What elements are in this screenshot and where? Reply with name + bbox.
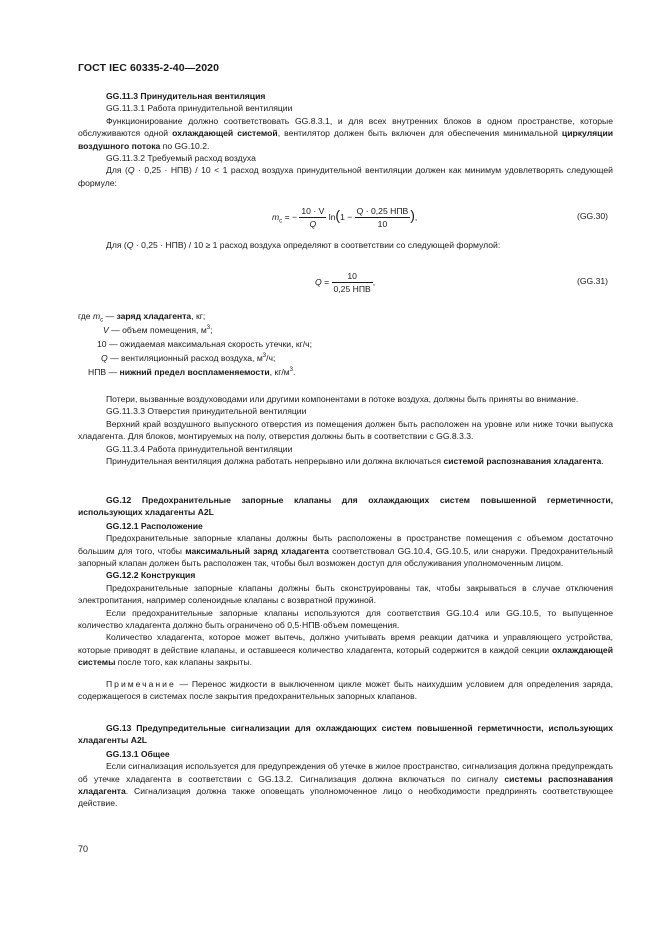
paragraph: Потери, вызванные воздуховодами или другими компонентами в потоке воздуха, должны быть приняты во внимание. bbox=[106, 394, 579, 404]
paragraph: Предохранительные запорные клапаны должны быть сконструированы так, чтобы закрываться в случае отключения электропитания, например соленоидные клапаны с возвратной пружиной. bbox=[78, 582, 613, 606]
equation-number: (GG.31) bbox=[577, 276, 609, 286]
section-gg-11-3 bbox=[78, 90, 613, 189]
subsection-heading: GG.11.3.3 Отверстия принудительной вентиляции bbox=[106, 406, 307, 417]
paragraph-block bbox=[78, 239, 613, 251]
fraction: $\frac{10}{\text{0,25 НПВ}}$ bbox=[333, 271, 371, 294]
paragraph: Предохранительные запорные клапаны должны быть расположены в пространстве помещения с объемом достаточно большим для того, чтобы максимальный заряд хладагента соответствовал GG.10.4, GG.10.5, или снаружи. Предохранительный запорный клапан должен быть расположен так, чтобы был возможен доступ для обслуживания уполномоченным лицом. bbox=[78, 533, 613, 569]
section-heading: GG.13 Предупредительные сигнализации для охлаждающих систем повышенной герметичности, использующих хладагенты A2L bbox=[78, 723, 613, 746]
formula-gg-31: Q = $\frac{10}{\text{0,25 НПВ}}$ , bbox=[315, 271, 376, 294]
paragraph: Для (Q · 0,25 · НПВ) / 10 ≥ 1 расход воздуха определяют в соответствии со следующей формулой: bbox=[106, 240, 501, 250]
paragraph: Верхний край воздушного выпускного отверстия из помещения должен быть расположен на уровне или ниже точки выпуска хладагента. Для блоков, монтируемых на полу, отверстия должны быть в соответствии с GG.8.3.3. bbox=[78, 418, 613, 442]
note-label: Примечание bbox=[106, 678, 176, 689]
fraction: $\frac{10 \cdot V}{Q}$ bbox=[301, 206, 325, 229]
legend-row: НПВ — нижний предел воспламеняемости, $кг/м^3$. bbox=[88, 367, 296, 377]
legend-row: Q — вентиляционный расход воздуха, $м^3/ч$; bbox=[101, 353, 276, 363]
legend-row: где $m_c$ — заряд хладагента, кг; bbox=[78, 311, 206, 324]
page-number: 70 bbox=[78, 844, 89, 854]
subsection-heading: GG.11.3.2 Требуемый расход воздуха bbox=[106, 153, 256, 164]
legend-row: 10 — ожидаемая максимальная скорость утечки, кг/ч; bbox=[97, 339, 313, 349]
formula-gg-30: $m_c$ = − $\frac{10 \cdot V}{Q}$ ln(1 − $\frac{\text{Q · 0,25 НПВ}}{10}$ ), bbox=[272, 206, 418, 229]
subsection-heading: GG.11.3.1 Работа принудительной вентиляции bbox=[106, 103, 293, 114]
section-heading: GG.12 Предохранительные запорные клапаны для охлаждающих систем повышенной герметичности, использующих хладагенты A2L bbox=[78, 495, 613, 518]
paragraph: Если сигнализация используется для предупреждения об утечке в жилое пространство, сигнализация должна предупреждать об утечке хладагента в соответствии с GG.13.2. Сигнализация должна включаться по сигналу системы распознавания хладагента. Сигнализация должна также оповещать уполномоченное лицо о необходимости предпринять соответствующее действие. bbox=[78, 761, 613, 809]
paragraph: Если предохранительные запорные клапаны используются для соответствия GG.10.4 или GG.10.5, то выпущенное количество хладагента должно быть ограничено об 0,5·НПВ·объем помещения. bbox=[78, 607, 613, 631]
note: Примечание — Перенос жидкости в выключенном цикле может быть наихудшим условием для определения заряда, содержащегося в системах после закрытия предохранительных запорных клапанов. bbox=[78, 678, 613, 702]
symbol-legend bbox=[78, 310, 378, 380]
legend-row: V — объем помещения, $м^3$; bbox=[103, 325, 213, 335]
standard-header: ГОСТ IEC 60335-2-40—2020 bbox=[78, 62, 220, 74]
fraction: $\frac{\text{Q · 0,25 НПВ}}{10}$ bbox=[356, 206, 409, 229]
section-heading: GG.11.3 Принудительная вентиляция bbox=[106, 91, 266, 101]
subsection-heading: GG.12.1 Расположение bbox=[106, 520, 203, 531]
subsection-heading: GG.13.1 Общее bbox=[106, 748, 170, 759]
section-gg-12 bbox=[78, 494, 613, 703]
paragraph: Для (Q · 0,25 · НПВ) / 10 < 1 расход воздуха принудительной вентиляции должен как минимум удовлетворять следующей формуле: bbox=[78, 165, 613, 188]
paragraph: Принудительная вентиляция должна работать непрерывно или должна включаться системой распознавания хладагента. bbox=[106, 456, 604, 467]
section-gg-11-3-continued bbox=[78, 393, 613, 467]
equation-number: (GG.30) bbox=[577, 211, 609, 221]
subsection-heading: GG.12.2 Конструкция bbox=[106, 570, 196, 581]
subsection-heading: GG.11.3.4 Работа принудительной вентиляции bbox=[106, 443, 293, 454]
paragraph: Количество хладагента, которое может вытечь, должно учитывать время реакции датчика и управляющего устройства, которые приводят в действие клапаны, и оставшееся количество хладагента, который содержится в каждой секции охлаждающей системы после того, как клапаны закрыты. bbox=[78, 632, 613, 668]
section-gg-13 bbox=[78, 722, 613, 810]
paragraph: Функционирование должно соответствовать GG.8.3.1, и для всех внутренних блоков в одном пространстве, которые обслуживаются одной охлаждающей системой, вентилятор должен быть включен для обеспечения минимальной циркуляции воздушного потока по GG.10.2. bbox=[78, 115, 614, 151]
